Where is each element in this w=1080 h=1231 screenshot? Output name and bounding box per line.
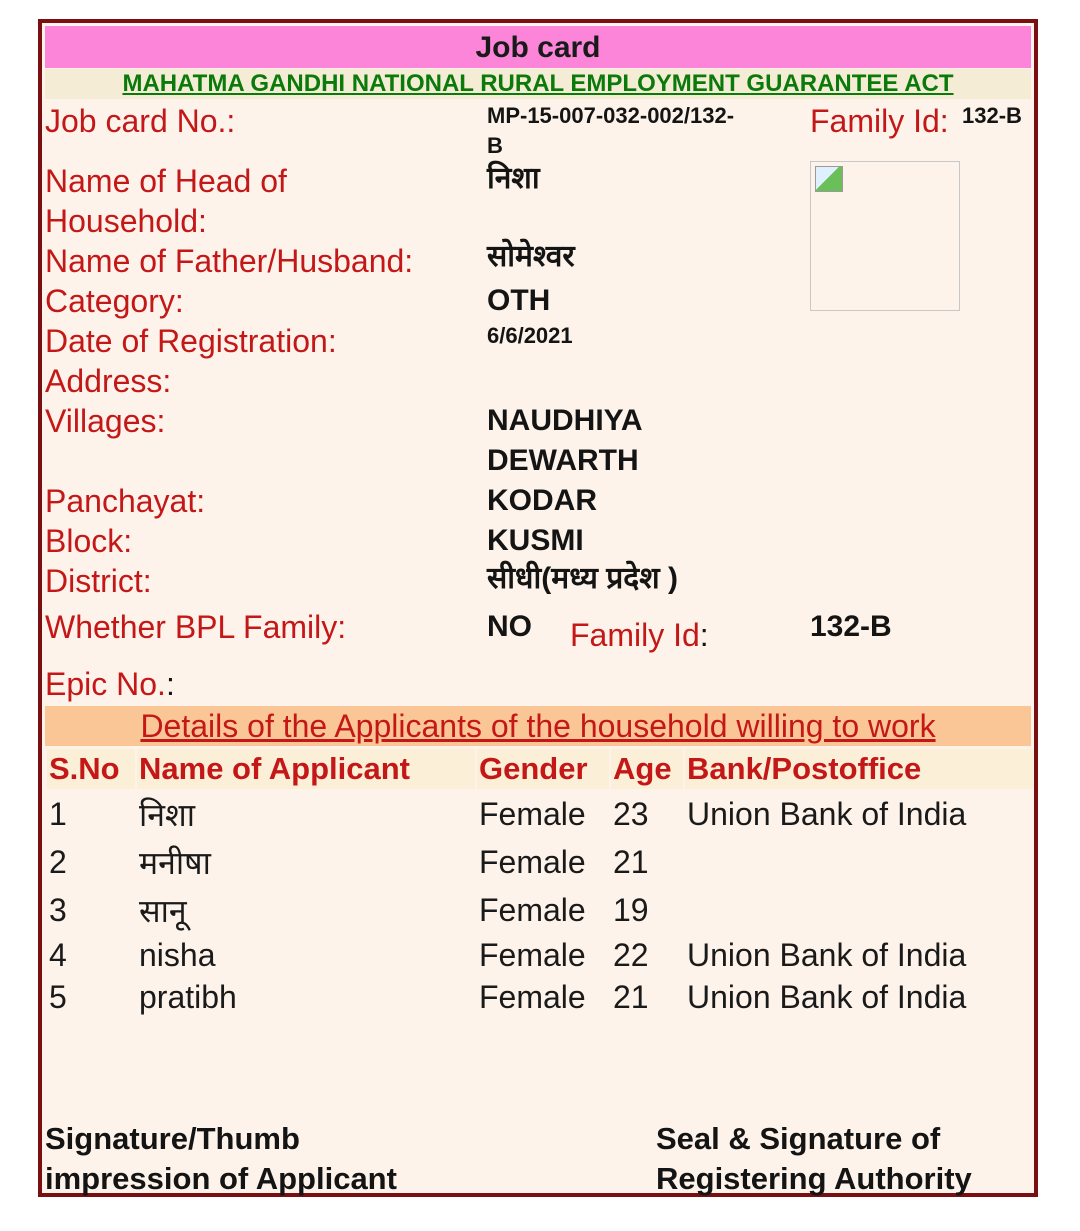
family-id2-label [570,615,709,655]
cell-name: सानू [137,887,475,933]
cell-bank [685,839,1033,885]
cell-gender: Female [477,977,609,1017]
villages-label: Villages: [45,403,166,439]
panchayat-value: KODAR [487,484,597,517]
cell-name: nisha [137,935,475,975]
cell-bank: Union Bank of India [685,977,1033,1017]
card-title: Job card [45,26,1031,68]
category-label: Category: [45,283,184,319]
table-row [47,887,1033,933]
family-id-label: Family Id: [810,103,949,139]
cell-sno: 3 [47,887,135,933]
cell-sno: 1 [47,791,135,837]
table-row [47,935,1033,975]
column-header-age: Age [611,749,683,789]
cell-sno: 2 [47,839,135,885]
cell-name: निशा [137,791,475,837]
column-header-sno: S.No [47,749,135,789]
address-label: Address: [45,363,172,399]
job-card-no-value-line1: MP-15-007-032-002/132- [487,103,735,128]
authority-signature-line2: Registering Authority [656,1161,972,1196]
cell-age: 21 [611,839,683,885]
column-header-name: Name of Applicant [137,749,475,789]
cell-gender: Female [477,887,609,933]
registration-label: Date of Registration: [45,323,337,359]
block-label: Block: [45,523,133,559]
bpl-value: NO [487,610,532,643]
applicant-signature-line1: Signature/Thumb [45,1121,300,1156]
job-card-no-label: Job card No.: [45,103,236,139]
table-row [47,977,1033,1017]
father-label: Name of Father/Husband: [45,243,414,279]
district-label: District: [45,563,152,599]
applicants-table [45,747,1035,1019]
cell-gender: Female [477,791,609,837]
panchayat-label: Panchayat: [45,483,206,519]
head-value: निशा [487,162,540,195]
cell-gender: Female [477,839,609,885]
epic-label-text: Epic No. [45,666,166,702]
cell-sno: 5 [47,977,135,1017]
registration-value: 6/6/2021 [487,323,573,348]
table-header-row [47,749,1033,789]
family-id-value: 132-B [962,103,1022,128]
cell-age: 23 [611,791,683,837]
cell-age: 22 [611,935,683,975]
father-value: सोमेश्वर [487,240,575,273]
villages-value-line1: NAUDHIYA [487,404,643,437]
head-label-line2: Household: [45,203,207,239]
cell-sno: 4 [47,935,135,975]
block-value: KUSMI [487,524,584,557]
villages-value-line2: DEWARTH [487,444,639,477]
district-value: सीधी(मध्य प्रदेश ) [487,562,678,595]
table-row [47,839,1033,885]
broken-image-icon [815,166,843,192]
authority-signature-line1: Seal & Signature of [656,1121,941,1156]
cell-name: pratibh [137,977,475,1017]
applicants-heading: Details of the Applicants of the household willing to work [45,706,1031,746]
job-card-no-value-line2: B [487,133,503,158]
cell-bank: Union Bank of India [685,791,1033,837]
category-value: OTH [487,284,551,317]
family-id2-colon: : [699,617,709,653]
bpl-label: Whether BPL Family: [45,609,347,645]
column-header-bank: Bank/Postoffice [685,749,1033,789]
act-title: MAHATMA GANDHI NATIONAL RURAL EMPLOYMENT GUARANTEE ACT [45,69,1031,99]
applicant-signature-line2: impression of Applicant [45,1161,397,1196]
cell-bank [685,887,1033,933]
column-header-gender: Gender [477,749,609,789]
table-row [47,791,1033,837]
photo-placeholder [810,161,960,311]
cell-age: 21 [611,977,683,1017]
cell-bank: Union Bank of India [685,935,1033,975]
cell-name: मनीषा [137,839,475,885]
cell-gender: Female [477,935,609,975]
family-id2-value: 132-B [810,610,892,643]
family-id2-label-text: Family Id [570,617,700,653]
epic-label [45,664,175,704]
head-label-line1: Name of Head of [45,163,287,199]
cell-age: 19 [611,887,683,933]
epic-colon: : [165,666,175,702]
job-card [38,19,1038,1197]
